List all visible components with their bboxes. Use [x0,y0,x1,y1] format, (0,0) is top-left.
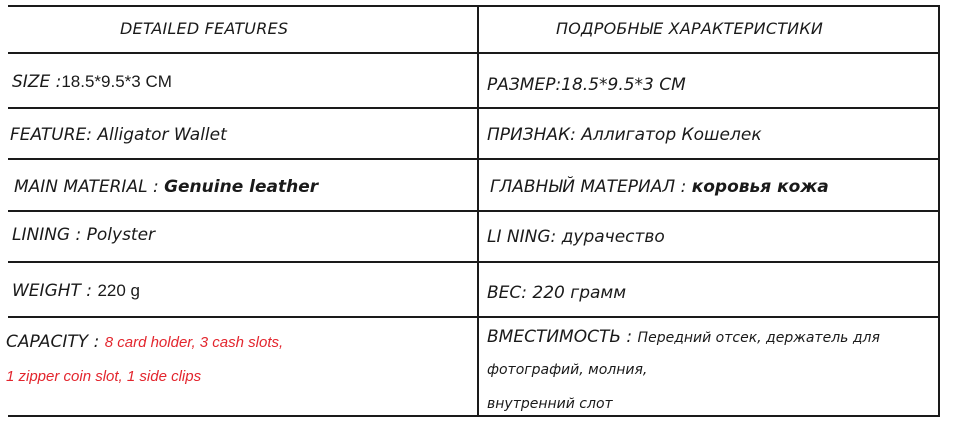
row-divider [8,415,940,417]
header-right: ПОДРОБНЫЕ ХАРАКТЕРИСТИКИ [556,19,824,38]
row-divider [8,5,940,7]
lining-right: LI NING: дурачество [487,227,665,247]
weight-right: ВЕС: 220 грамм [487,283,627,303]
row-divider [8,158,940,160]
material-value-ru: коровья кожа [691,177,829,197]
header-left: DETAILED FEATURES [120,19,289,38]
row-divider [8,316,940,318]
capacity-value-line2: 1 zipper coin slot, 1 side clips [6,368,202,385]
capacity-row-left [6,332,283,352]
capacity-value-ru-line1: Передний отсек, держатель для [637,330,880,346]
capacity-value-ru-line2: фотографий, молния, [487,362,648,378]
material-value: Genuine leather [164,177,319,197]
row-divider [8,261,940,263]
capacity-value-line1: 8 card holder, 3 cash slots, [104,334,284,351]
material-label-ru: ГЛАВНЫЙ МАТЕРИАЛ : [490,177,692,197]
row-divider [8,210,940,212]
capacity-label: CAPACITY : [6,332,105,352]
size-row-right [487,75,686,95]
feature-right: ПРИЗНАК: Аллигатор Кошелек [487,125,762,145]
size-label: SIZE : [12,72,62,92]
table-right-border [938,5,940,417]
row-divider [8,107,940,109]
capacity-label-ru: ВМЕСТИМОСТЬ : [487,327,638,347]
size-row-left [12,72,172,92]
material-row-right [490,177,829,197]
size-value: 18.5*9.5*3 CM [61,72,172,91]
column-divider [477,5,479,417]
lining-left: LINING : Polyster [12,225,156,245]
weight-value: 220 g [97,281,140,300]
capacity-value-ru-line3: внутренний слот [487,396,613,412]
size-label-ru: РАЗМЕР: [487,75,562,95]
material-row-left [14,177,318,197]
capacity-row-right [487,327,880,347]
weight-row-left [12,281,140,301]
weight-label: WEIGHT : [12,281,98,301]
material-label: MAIN MATERIAL : [14,177,165,197]
feature-left: FEATURE: Alligator Wallet [10,125,227,145]
row-divider [8,52,940,54]
size-value-ru: 18.5*9.5*3 CM [561,75,686,95]
